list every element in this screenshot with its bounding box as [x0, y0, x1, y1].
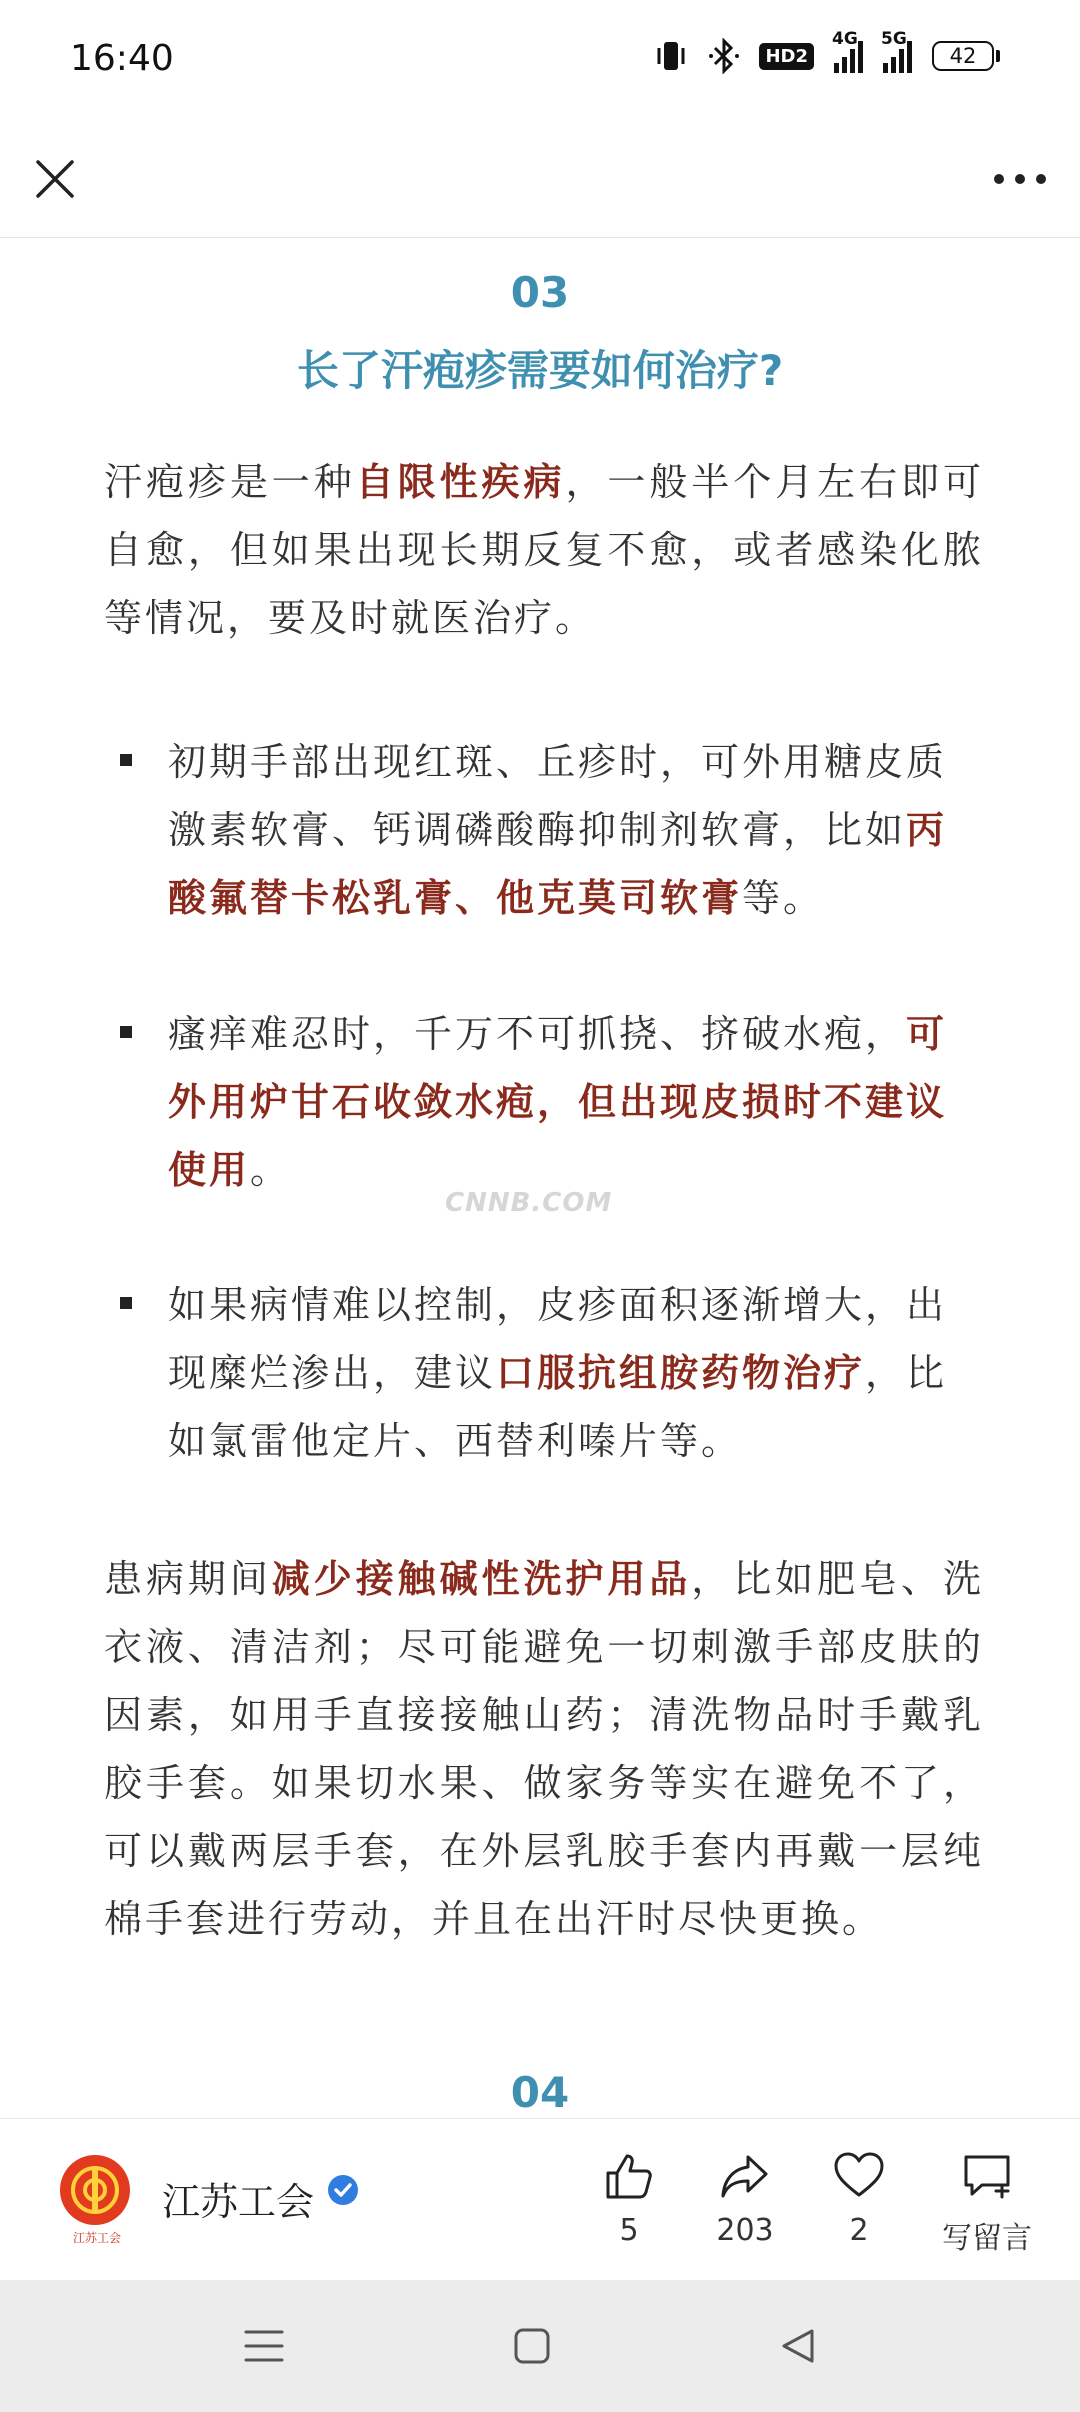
bullet-text: 初期手部出现红斑、丘疹时，可外用糖皮质激素软膏、钙调磷酸酶抑制剂软膏，比如丙酸氟替卡松乳膏、他克莫司软膏等。 [168, 740, 948, 920]
status-icons [653, 29, 1000, 74]
bullet-icon [120, 1026, 132, 1038]
section-number: 03 [510, 268, 570, 317]
bullet-highlight: 可外用炉甘石收敛水疱，但出现皮损时不建议使用 [168, 1012, 948, 1192]
menu-icon [244, 2328, 284, 2364]
more-button[interactable] [980, 144, 1060, 214]
bluetooth-icon [709, 38, 739, 74]
bullet-icon [120, 1297, 132, 1309]
favorite-count: 2 [849, 2213, 869, 2248]
home-square-icon [513, 2327, 551, 2365]
article-content [0, 238, 1080, 2118]
close-button[interactable] [20, 144, 90, 214]
watermark: CNNB.COM [445, 1188, 613, 1218]
care-highlight: 减少接触碱性洗护用品 [271, 1557, 692, 1601]
more-icon [992, 172, 1048, 186]
bullet-item [104, 728, 984, 932]
battery-icon [932, 41, 1000, 71]
battery-level: 42 [932, 41, 994, 71]
like-count: 5 [619, 2213, 639, 2248]
union-emblem-icon [69, 2164, 121, 2216]
thumbs-up-icon [602, 2149, 656, 2203]
like-button[interactable] [574, 2149, 684, 2248]
bullet-item [104, 1271, 984, 1475]
comment-button[interactable] [922, 2149, 1052, 2257]
section-title: 长了汗疱疹需要如何治疗? [296, 346, 784, 395]
bullet-item [104, 1000, 984, 1204]
intro-highlight: 自限性疾病 [355, 460, 566, 504]
share-count: 203 [716, 2213, 774, 2248]
signal-5g-icon [881, 29, 912, 73]
share-button[interactable] [690, 2149, 800, 2248]
bottom-action-bar [0, 2118, 1080, 2281]
vibrate-icon [653, 38, 689, 74]
next-section-number: 04 [510, 2068, 570, 2117]
system-nav-bar [0, 2280, 1080, 2412]
bullet-highlight: 丙酸氟替卡松乳膏、他克莫司软膏 [168, 808, 948, 920]
back-button[interactable] [768, 2316, 828, 2376]
bullet-highlight: 口服抗组胺药物治疗 [496, 1351, 866, 1395]
account-name[interactable]: 江苏工会 [162, 2180, 315, 2224]
comment-label: 写留言 [942, 2221, 1032, 2256]
account-logo[interactable] [60, 2155, 130, 2225]
home-button[interactable] [502, 2316, 562, 2376]
favorite-button[interactable] [804, 2149, 914, 2248]
bullet-icon [120, 754, 132, 766]
comment-icon [960, 2149, 1014, 2203]
verified-icon [326, 2173, 360, 2207]
heart-icon [832, 2149, 886, 2203]
back-triangle-icon [779, 2327, 817, 2365]
bullet-text: 瘙痒难忍时，千万不可抓挠、挤破水疱，可外用炉甘石收敛水疱，但出现皮损时不建议使用。 [168, 1012, 948, 1192]
care-paragraph: 患病期间减少接触碱性洗护用品，比如肥皂、洗衣液、清洁剂；尽可能避免一切刺激手部皮肤的因素，如用手直接接触山药；清洗物品时手戴乳胶手套。如果切水果、做家务等实在避免不了，可以戴两层手套，在外层乳胶手套内再戴一层纯棉手套进行劳动，并且在出汗时尽快更换。 [104, 1557, 984, 1941]
intro-paragraph: 汗疱疹是一种自限性疾病，一般半个月左右即可自愈，但如果出现长期反复不愈，或者感染化脓等情况，要及时就医治疗。 [104, 460, 984, 640]
share-icon [718, 2149, 772, 2203]
signal-4g-icon [832, 29, 863, 73]
status-bar [0, 0, 1080, 120]
top-bar [0, 120, 1080, 238]
close-icon [34, 158, 76, 200]
logo-caption: 江苏工会 [72, 2231, 121, 2245]
hd-badge: HD2 [759, 43, 814, 70]
bullet-text: 如果病情难以控制，皮疹面积逐渐增大，出现糜烂渗出，建议口服抗组胺药物治疗，比如氯雷他定片、西替利嗪片等。 [168, 1283, 948, 1463]
network-4g-label: 4G [832, 29, 858, 49]
recent-apps-button[interactable] [234, 2316, 294, 2376]
network-5g-label: 5G [881, 29, 907, 49]
status-time: 16:40 [70, 38, 174, 79]
